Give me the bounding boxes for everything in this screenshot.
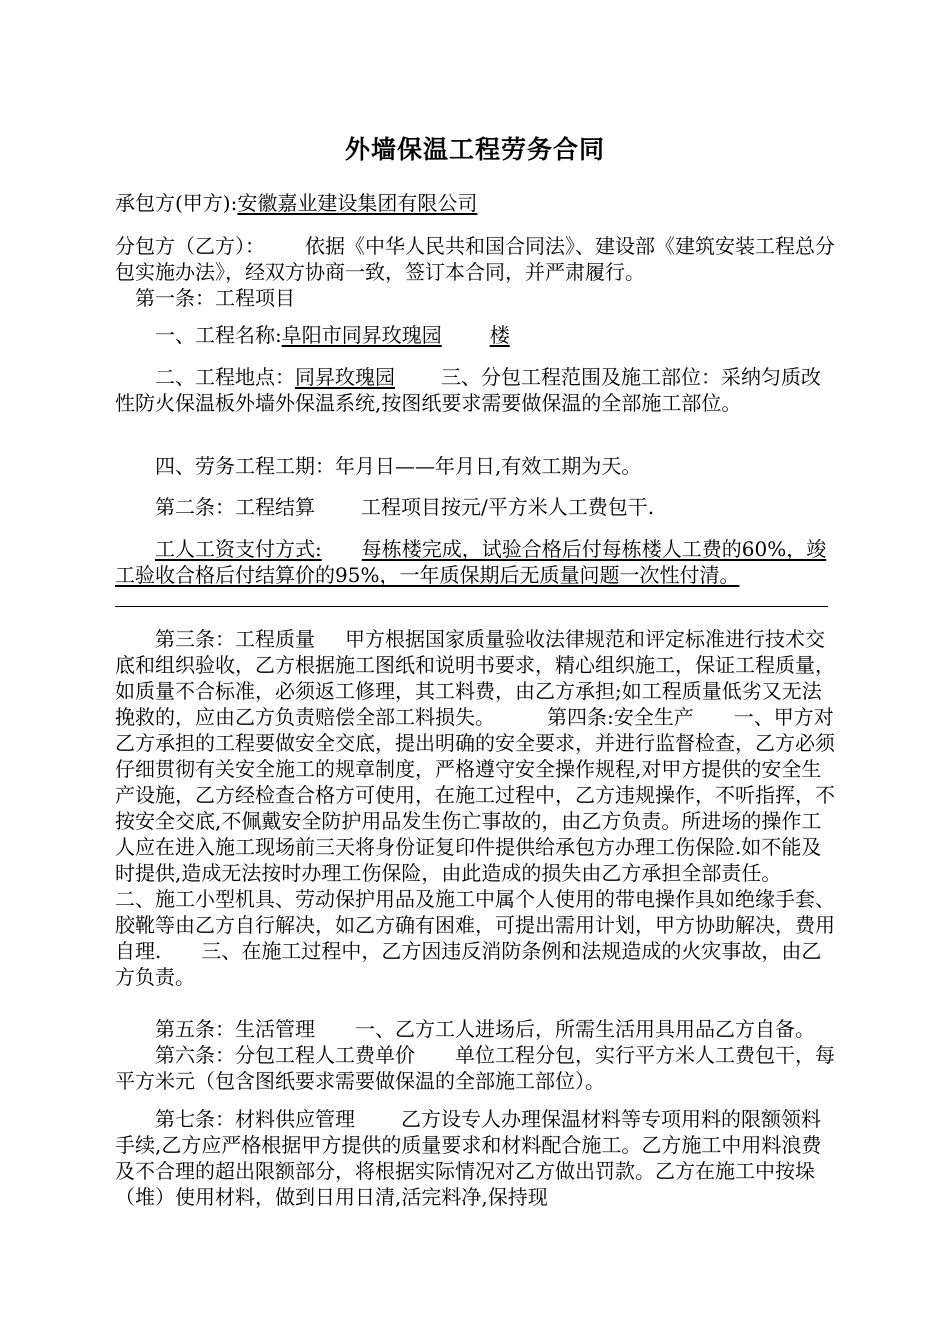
project-name-label: 一、工程名称: <box>155 323 282 347</box>
scope-text: 三、分包工程范围及施工部位：采纳匀质改性防火保温板外墙外保温系统,按图纸要求需要做保温的全部施工部位。 <box>115 365 821 415</box>
article-3-heading: 第三条：工程质量 <box>155 627 315 651</box>
materials-paragraph <box>115 1106 835 1210</box>
wage-label: 工人工资支付方式: <box>155 537 322 561</box>
period-line: 四、劳务工程工期：年月日——年月日,有效工期为天。 <box>155 454 642 478</box>
location-label: 二、工程地点： <box>155 365 295 389</box>
quality-safety-paragraph <box>115 626 835 990</box>
document-title: 外墙保温工程劳务合同 <box>344 135 605 164</box>
article-2-heading: 第二条：工程结算 <box>155 495 315 519</box>
article-4-text-3: 三、在施工过程中，乙方因违反消防条例和法规造成的火灾事故，由乙方负责。 <box>115 939 822 989</box>
article-5-heading: 第五条：生活管理 <box>155 1017 315 1041</box>
article-1-heading: 第一条：工程项目 <box>135 286 295 310</box>
article-6-text: 单位工程分包，实行平方米人工费包干，每平方米元（包含图纸要求需要做保温的全部施工部位）。 <box>115 1043 835 1093</box>
subcontractor-label: 分包方（乙方）： <box>115 234 265 258</box>
article-3-text: 甲方根据国家质量验收法律规范和评定标准进行技术交底和组织验收，乙方根据施工图纸和说明书要求，精心组织施工，保证工程质量，如质量不合标准，必须返工修理，其工料费，由乙方承担;如工程质量低劣又无法挽救的，应由乙方负责赔偿全部工料损失。 <box>115 627 835 729</box>
settlement-line <box>115 494 835 520</box>
subcontractor-paragraph <box>115 233 835 311</box>
contractor-label: 承包方(甲方): <box>115 191 238 215</box>
contractor-line <box>115 190 835 216</box>
article-7-heading: 第七条：材料供应管理 <box>155 1107 355 1131</box>
article-4-heading: 第四条:安全生产 <box>547 705 694 729</box>
contractor-name: 安徽嘉业建设集团有限公司 <box>237 191 478 215</box>
article-5-text: 一、乙方工人进场后，所需生活用具用品乙方自备。 <box>355 1017 815 1041</box>
location-value: 同昇玫瑰园 <box>295 365 395 389</box>
project-name-line <box>115 322 835 348</box>
wage-text: 每栋楼完成，试验合格后付每栋楼人工费的60%，竣工验收合格后付结算价的95%，一年质保期后无质量问题一次性付清。 <box>115 537 827 587</box>
project-name-value: 阜阳市同昇玫瑰园 楼 <box>281 323 510 347</box>
article-6-heading: 第六条：分包工程人工费单价 <box>155 1043 415 1067</box>
basis-text: 依据《中华人民共和国合同法》、建设部《建筑安装工程总分包实施办法》，经双方协商一致，签订本合同，并严肃履行。 <box>115 234 835 284</box>
article-4-text-1: 一、甲方对乙方承担的工程要做安全交底，提出明确的安全要求，并进行监督检查，乙方必须仔细贯彻有关安全施工的规章制度，严格遵守安全操作规程,对甲方提供的安全生产设施，乙方经检查合格方可使用，在施工过程中，乙方违规操作，不听指挥，不按安全交底,不佩戴安全防护用品发生伤亡事故的，由乙方负责。所进场的操作工人应在进入施工现场前三天将身份证复印件提供给承包方办理工伤保险.如不能及时提供,造成无法按时办理工伤保险，由此造成的损失由乙方承担全部责任。 <box>115 705 835 885</box>
article-4-text-2: 二、施工小型机具、劳动保护用品及施工中属个人使用的带电操作具如绝缘手套、胶靴等由乙方自行解决，如乙方确有困难，可提出需用计划，甲方协助解决，费用自理. <box>115 887 835 963</box>
article-2-text: 工程项目按元/平方米人工费包干. <box>361 495 655 519</box>
wage-paragraph <box>115 536 835 588</box>
location-scope-paragraph <box>115 364 835 416</box>
article-7-text: 乙方设专人办理保温材料等专项用料的限额领料手续,乙方应严格根据甲方提供的质量要求和材料配合施工。乙方施工中用料浪费及不合理的超出限额部分，将根据实际情况对乙方做出罚款。乙方在施工中按垛（堆）使用材料，做到日用日清,活完料净,保持现 <box>115 1107 822 1209</box>
underline-rule <box>115 606 828 607</box>
living-labor-paragraph <box>115 1016 835 1094</box>
